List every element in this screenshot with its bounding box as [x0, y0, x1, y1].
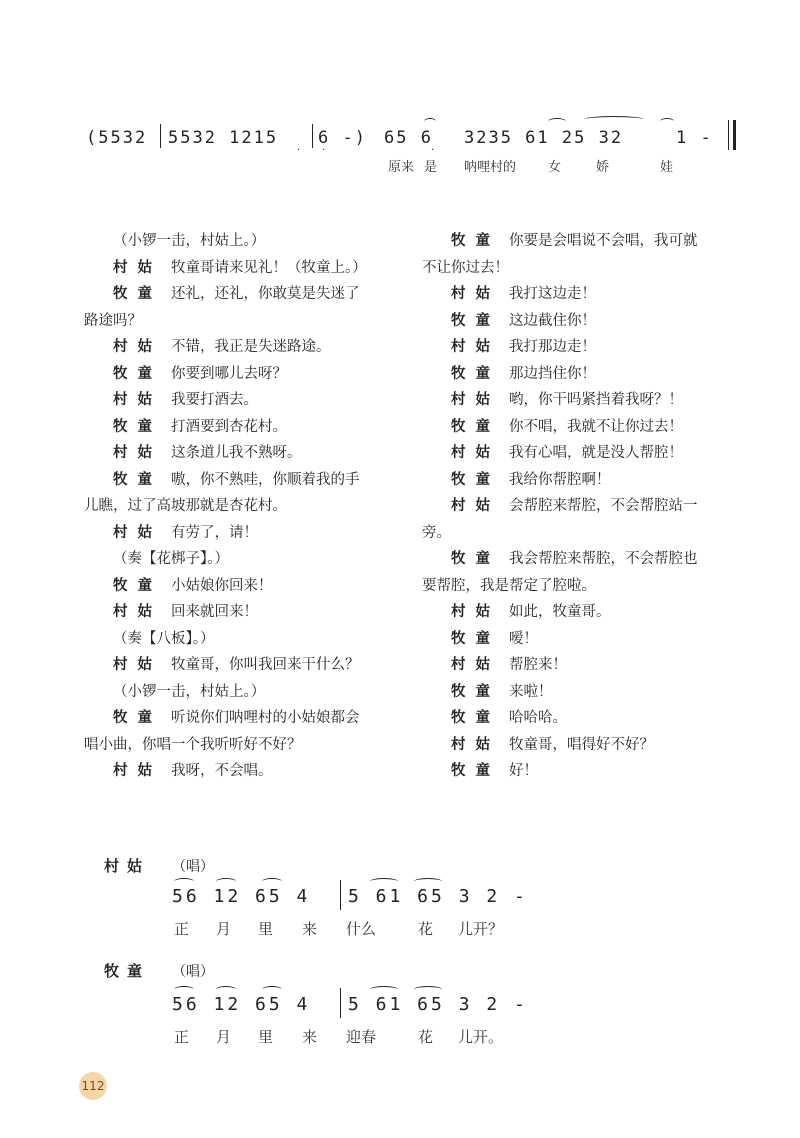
song2-role: 牧童: [104, 962, 151, 980]
speech-text: 哈哈哈。: [509, 710, 567, 726]
speaker-name: 村姑: [113, 524, 162, 541]
speaker-name: 牧童: [451, 312, 500, 329]
slur-mark: [414, 986, 442, 993]
speaker-name: 村姑: [113, 259, 162, 276]
lyric: 月: [216, 920, 232, 938]
dialogue-line: [422, 493, 732, 520]
dialogue-right-column: [422, 228, 732, 785]
speech-text: 嗳！: [509, 630, 538, 647]
dialogue-line: [422, 440, 732, 467]
dialogue-line: [422, 732, 732, 759]
speaker-name: 村姑: [451, 604, 500, 620]
speech-text: 那边挡住你！: [509, 365, 596, 382]
dialogue-line: [422, 652, 732, 679]
speech-text: 我打那边走！: [509, 339, 596, 355]
speaker-name: 牧童: [113, 286, 162, 302]
dialogue-line: [84, 255, 394, 282]
speech-text: 还礼，还礼，你敢莫是失迷了: [171, 286, 360, 302]
speaker-name: 村姑: [451, 286, 500, 302]
speaker-name: 牧童: [451, 630, 500, 647]
speech-text: 好！: [509, 763, 538, 779]
slur-mark: [262, 986, 282, 993]
speech-text: 你要是会唱说不会唱，我可就: [509, 233, 698, 249]
speech-text: 牧童哥请来见礼！（牧童上。）: [171, 259, 367, 276]
speech-text: 这边截住你！: [509, 312, 596, 329]
dialogue-line: [422, 414, 732, 441]
speech-text: 不错，我正是失迷路途。: [171, 339, 331, 355]
dialogue-line: [84, 387, 394, 414]
dialogue-line: [422, 334, 732, 361]
speech-text: 我要打酒去。: [171, 392, 258, 408]
lyric: 花: [418, 920, 434, 938]
dialogue-line: [84, 705, 394, 732]
slur-mark: [174, 878, 194, 885]
speaker-name: 牧童: [113, 418, 162, 435]
octave-dot: ·: [431, 145, 435, 156]
dialogue-line: [84, 467, 394, 494]
dialogue-left-column: [84, 228, 394, 785]
slur-mark: [370, 878, 398, 885]
score-measure-3: 6 -): [318, 128, 367, 148]
speech-text: 你不唱，我就不让你过去！: [509, 418, 683, 435]
dialogue-line: [422, 281, 732, 308]
fermata-mark: [660, 118, 674, 125]
speech-text: 我打这边走！: [509, 286, 596, 302]
speech-text: 我给你帮腔啊！: [509, 471, 611, 488]
speaker-name: 牧童: [113, 365, 162, 382]
speaker-name: 村姑: [113, 763, 162, 779]
speaker-name: 牧童: [451, 471, 500, 488]
song2-measure-1: 56 12 65 4: [172, 994, 311, 1015]
speaker-name: 牧童: [451, 710, 500, 726]
speaker-name: 村姑: [113, 445, 162, 461]
barline: [160, 124, 161, 148]
song2-sing-label: （唱）: [172, 964, 214, 980]
dialogue-line: [422, 387, 732, 414]
dialogue-line: [422, 599, 732, 626]
speech-text: 我呀，不会唱。: [171, 763, 273, 779]
speech-text: 打酒要到杏花村。: [171, 418, 287, 435]
speech-text: 听说你们呐哩村的小姑娘都会: [171, 710, 360, 726]
speech-text: 有劳了，请！: [171, 524, 258, 541]
speaker-name: 村姑: [451, 657, 500, 673]
lyric: 儿开？: [458, 920, 504, 938]
lyric: 是: [424, 160, 438, 175]
dialogue-line: [84, 599, 394, 626]
barline: [312, 124, 313, 148]
lyric: 迎春: [346, 1028, 377, 1046]
song1-measure-2: 5 61 65 3 2 -: [348, 886, 528, 907]
speaker-name: 村姑: [113, 657, 162, 673]
dialogue-line: [422, 361, 732, 388]
final-barline-thick: [733, 120, 736, 150]
page-number: 112: [79, 1072, 107, 1100]
dialogue-line: [422, 228, 732, 255]
speaker-name: 村姑: [113, 604, 162, 620]
dialogue-line: [84, 573, 394, 600]
speech-text: 牧童哥，你叫我回来干什么？: [171, 657, 360, 673]
slur-mark: [584, 116, 644, 123]
speaker-name: 牧童: [451, 418, 500, 435]
dialogue-line: [422, 546, 732, 573]
score-measure-2: 5532 1215: [168, 128, 279, 148]
lyric: 正: [174, 1028, 190, 1046]
dialogue-line: [84, 440, 394, 467]
dialogue-line: [422, 467, 732, 494]
song2-measure-2: 5 61 65 3 2 -: [348, 994, 528, 1015]
dialogue-line: [422, 705, 732, 732]
lyric: 里: [258, 1028, 274, 1046]
stage-direction: （小锣一击，村姑上。）: [113, 683, 266, 700]
song1-measure-1: 56 12 65 4: [172, 886, 311, 907]
score-measure-4b: 3235 61 25 32: [464, 128, 624, 148]
speaker-name: 牧童: [113, 710, 162, 726]
barline: [340, 988, 341, 1018]
dialogue-line: [84, 281, 394, 308]
slur-mark: [216, 986, 236, 993]
speaker-name: 牧童: [113, 577, 162, 594]
song1-role: 村姑: [104, 857, 151, 875]
speech-text: 帮腔来！: [509, 657, 567, 673]
dialogue-line: [84, 334, 394, 361]
dialogue-line: [422, 626, 732, 653]
stage-direction: （奏【花梆子】。）: [113, 551, 229, 567]
lyric: 花: [418, 1028, 434, 1046]
slur-mark: [174, 986, 194, 993]
slur-mark: [370, 986, 398, 993]
speech-text: 哟，你干吗紧挡着我呀？！: [509, 392, 683, 408]
lyric: 女: [548, 160, 562, 175]
speaker-name: 牧童: [451, 551, 500, 567]
slur-mark: [548, 118, 566, 125]
fermata-mark: [424, 118, 436, 125]
speech-text: 回来就回来！: [171, 604, 258, 620]
speaker-name: 村姑: [451, 736, 500, 753]
octave-dot: ·: [322, 145, 326, 156]
speaker-name: 村姑: [451, 392, 500, 408]
speech-continuation: 旁。: [422, 524, 451, 541]
dialogue-line: [84, 652, 394, 679]
speaker-name: 牧童: [451, 233, 500, 249]
speaker-name: 村姑: [451, 498, 500, 514]
speech-text: 嗷，你不熟哇，你顺着我的手: [171, 471, 360, 488]
song1-sing-label: （唱）: [172, 859, 214, 875]
speaker-name: 牧童: [451, 683, 500, 700]
speaker-name: 牧童: [113, 471, 162, 488]
dialogue-line: [422, 758, 732, 785]
score-intro: (5532: [86, 128, 148, 148]
lyric: 月: [216, 1028, 232, 1046]
lyric: 来: [302, 920, 318, 938]
speech-text: 这条道儿我不熟呀。: [171, 445, 302, 461]
speech-continuation: 要帮腔，我是帮定了腔啦。: [422, 577, 596, 594]
speech-text: 牧童哥，唱得好不好？: [509, 736, 654, 753]
speech-continuation: 不让你过去！: [422, 259, 509, 276]
speech-continuation: 路途吗？: [84, 312, 142, 329]
lyric: 来: [302, 1028, 318, 1046]
lyric: 里: [258, 920, 274, 938]
speaker-name: 村姑: [451, 339, 500, 355]
speaker-name: 村姑: [113, 392, 162, 408]
speaker-name: 牧童: [451, 763, 500, 779]
speech-text: 如此，牧童哥。: [509, 604, 611, 620]
octave-dot: ·: [297, 145, 301, 156]
speech-text: 我有心唱，就是没人帮腔！: [509, 445, 683, 461]
dialogue-line: [84, 414, 394, 441]
lyric: 娃: [660, 160, 674, 175]
speech-text: 小姑娘你回来！: [171, 577, 273, 594]
speech-continuation: 儿瞧，过了高坡那就是杏花村。: [84, 498, 287, 514]
speaker-name: 牧童: [451, 365, 500, 382]
lyric: 正: [174, 920, 190, 938]
lyric: 呐哩村的: [464, 160, 517, 175]
dialogue-line: [422, 679, 732, 706]
speech-text: 来啦！: [509, 683, 553, 700]
slur-mark: [216, 878, 236, 885]
stage-direction: （奏【八板】。）: [113, 630, 215, 647]
score-measure-4a: 65 6: [384, 128, 433, 148]
dialogue-line: [84, 758, 394, 785]
barline: [340, 880, 341, 910]
dialogue-line: [422, 308, 732, 335]
lyric: 什么: [346, 920, 377, 938]
final-barline: [728, 120, 729, 150]
lyric: 原来: [388, 160, 415, 175]
lyric: 儿开。: [458, 1028, 504, 1046]
speech-continuation: 唱小曲，你唱一个我听听好不好？: [84, 736, 302, 753]
speech-text: 你要到哪儿去呀？: [171, 365, 287, 382]
speaker-name: 村姑: [451, 445, 500, 461]
speech-text: 我会帮腔来帮腔，不会帮腔也: [509, 551, 698, 567]
slur-mark: [262, 878, 282, 885]
dialogue-line: [84, 361, 394, 388]
dialogue-line: [84, 520, 394, 547]
slur-mark: [414, 878, 442, 885]
speech-text: 会帮腔来帮腔，不会帮腔站一: [509, 498, 698, 514]
lyric: 娇: [596, 160, 610, 175]
score-measure-4c: 1 -: [676, 128, 713, 148]
speaker-name: 村姑: [113, 339, 162, 355]
stage-direction: （小锣一击，村姑上。）: [113, 233, 266, 249]
